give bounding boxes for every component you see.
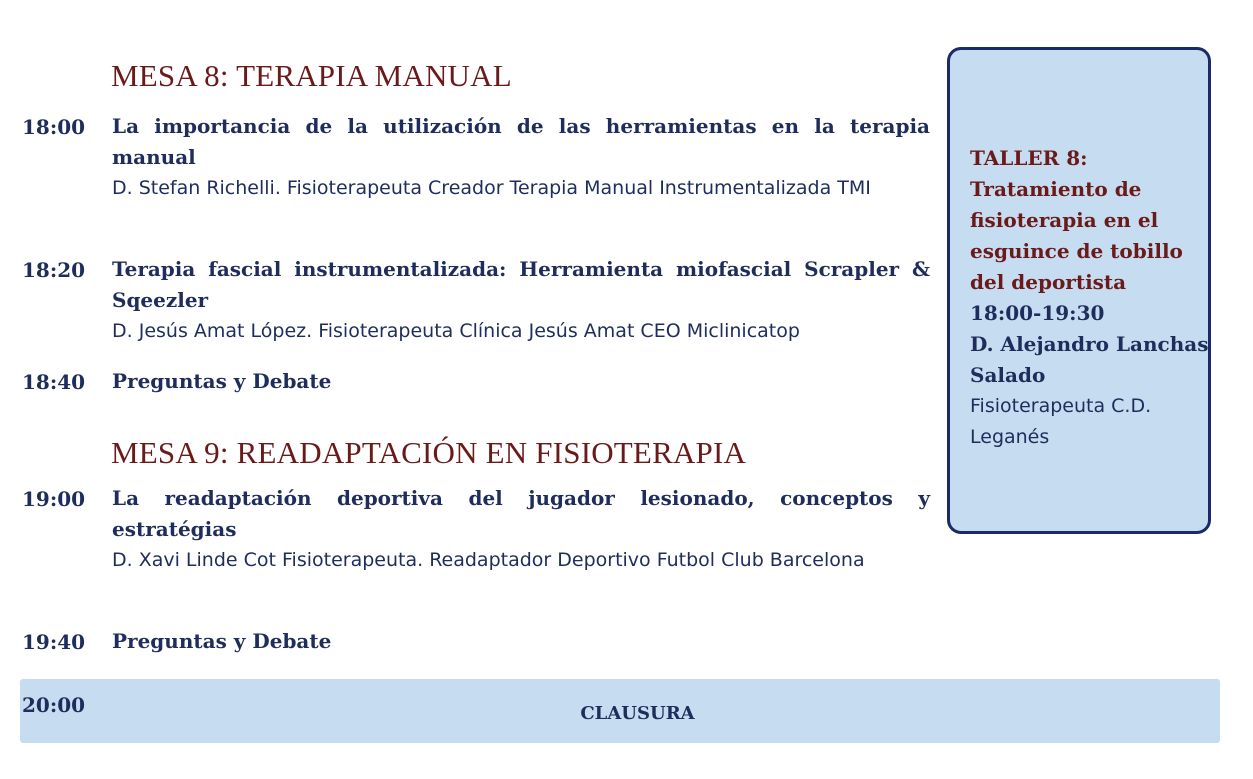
talk-title: La importancia de la utilización de las herramientas en la terapia manual [112, 114, 930, 169]
speaker-info: D. Stefan Richelli. Fisioterapeuta Creador Terapia Manual Instrumentalizada TMI [112, 177, 871, 199]
closing-time: 20:00 [22, 693, 86, 717]
session-item [112, 366, 930, 397]
talk-title: Preguntas y Debate [112, 629, 332, 653]
taller-heading: TALLER 8: Tratamiento de fisioterapia en el esguince de tobillo del deportista [970, 146, 1183, 294]
session-item [112, 483, 930, 576]
speaker-info: D. Xavi Linde Cot Fisioterapeuta. Readaptador Deportivo Futbol Club Barcelona [112, 549, 865, 571]
session-item [112, 111, 930, 204]
taller-schedule: 18:00-19:30 [970, 301, 1105, 325]
talk-title: La readaptación deportiva del jugador lesionado, conceptos y estratégias [112, 486, 930, 541]
session-time: 18:00 [22, 115, 86, 139]
closing-band [20, 679, 1220, 743]
closing-label: CLAUSURA [580, 703, 695, 724]
session-item [112, 626, 930, 657]
session-time: 19:00 [22, 487, 86, 511]
mesa-8-title: MESA 8: TERAPIA MANUAL [111, 58, 512, 93]
session-time: 19:40 [22, 630, 86, 654]
speaker-info: D. Jesús Amat López. Fisioterapeuta Clínica Jesús Amat CEO Miclinicatop [112, 320, 800, 342]
taller-speaker: D. Alejandro Lanchas Salado [970, 332, 1209, 387]
taller-content [970, 143, 1210, 453]
taller-box [947, 47, 1211, 534]
session-item [112, 254, 930, 347]
session-time: 18:20 [22, 258, 86, 282]
talk-title: Terapia fascial instrumentalizada: Herramienta miofascial Scrapler & Sqeezler [112, 257, 930, 312]
session-time: 18:40 [22, 370, 86, 394]
taller-role: Fisioterapeuta C.D. Leganés [970, 395, 1152, 448]
talk-title: Preguntas y Debate [112, 369, 332, 393]
mesa-9-title: MESA 9: READAPTACIÓN EN FISIOTERAPIA [111, 435, 747, 470]
